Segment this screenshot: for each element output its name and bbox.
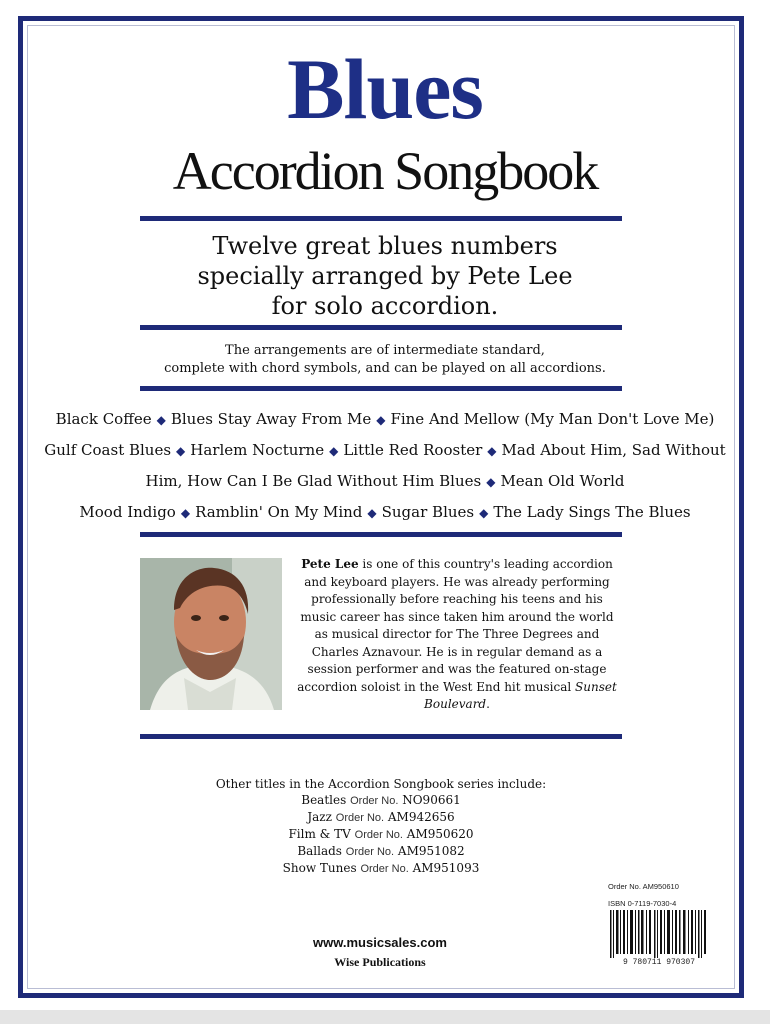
diamond-icon: ◆ [329,444,339,458]
divider-rule [140,532,622,537]
page-bottom-strip [0,1010,770,1024]
arrangement-note [0,342,770,378]
author-bio [292,556,622,714]
song-line [40,404,730,435]
author-name: Pete Lee [301,557,359,571]
author-photo [140,558,282,710]
title-main: Blues [287,41,483,137]
order-number: Order No. AM950610 [608,882,679,891]
arrangement-line: The arrangements are of intermediate standard, [225,343,545,358]
barcode-icon [608,910,708,958]
other-titles-intro: Other titles in the Accordion Songbook series include: [215,777,547,791]
diamond-icon: ◆ [479,506,489,520]
song-title: Ramblin' On My Mind [195,503,363,521]
song-title: Fine And Mellow (My Man Don't Love Me) [390,410,715,428]
other-title-name: Film & TV [288,827,351,841]
song-title: Mood Indigo [79,503,176,521]
song-title: The Lady Sings The Blues [493,503,691,521]
publisher-name: Wise Publications [334,955,426,969]
order-label: Order No. [335,812,385,824]
other-title-row [140,843,622,860]
portrait-illustration [140,558,282,710]
song-title: Little Red Rooster [343,441,483,459]
other-title-order: AM950620 [406,827,474,841]
divider-rule [140,216,622,221]
song-title: Mean Old World [500,472,625,490]
order-label: Order No. [354,829,403,841]
other-title-name: Beatles [301,793,347,807]
diamond-icon: ◆ [487,444,497,458]
diamond-icon: ◆ [486,475,496,489]
other-title-name: Jazz [307,810,332,824]
song-title: Sugar Blues [381,503,475,521]
title-sub: Accordion Songbook [172,141,598,201]
tagline-line: specially arranged by Pete Lee [197,262,573,290]
musical-title: Sunset Boulevard [424,679,617,711]
bio-text: is one of this country's leading accordion and keyboard players. He was already performing professionally before reaching his teens and his music career has since taken him around the world as musical director for The Three Degrees and Charles Aznavour. He is in regular demand as a session performer and was the featured on-stage accordion soloist in the West End hit musical [297,557,614,694]
order-label: Order No. [360,863,409,875]
other-title-name: Ballads [297,844,342,858]
song-title: Black Coffee [55,410,152,428]
other-titles [140,776,622,877]
other-title-name: Show Tunes [282,861,357,875]
divider-rule [140,734,622,739]
diamond-icon: ◆ [156,413,166,427]
diamond-icon: ◆ [367,506,377,520]
song-title: Blues Stay Away From Me [170,410,372,428]
other-title-row [140,809,622,826]
order-label: Order No. [345,846,395,858]
order-label: Order No. [350,795,399,807]
diamond-icon: ◆ [376,413,386,427]
other-title-row [140,792,622,809]
barcode-number: 9 780711 970307 [622,958,695,967]
song-title: Gulf Coast Blues [44,441,172,459]
other-title-order: AM942656 [387,810,455,824]
other-title-order: NO90661 [402,793,461,807]
arrangement-line: complete with chord symbols, and can be played on all accordions. [164,361,606,376]
other-title-order: AM951082 [397,844,465,858]
song-list [40,404,730,528]
tagline [0,231,770,321]
diamond-icon: ◆ [180,506,191,520]
song-title-wrapped: Mad About Him, Sad Without Him, How Can I Be Glad Without Him Blues [145,441,726,490]
website-link[interactable]: www.musicsales.com [313,935,447,950]
divider-rule [140,325,622,330]
divider-rule [140,386,622,391]
other-title-row [140,826,622,843]
bio-end: . [486,697,490,711]
tagline-line: Twelve great blues numbers [212,232,558,260]
diamond-icon: ◆ [176,444,186,458]
other-title-row [140,860,622,877]
isbn: ISBN 0-7119-7030-4 [608,899,677,908]
song-title: Harlem Nocturne [190,441,325,459]
song-line [40,435,730,497]
other-title-order: AM951093 [412,861,480,875]
song-line [40,497,730,528]
tagline-line: for solo accordion. [271,292,499,320]
